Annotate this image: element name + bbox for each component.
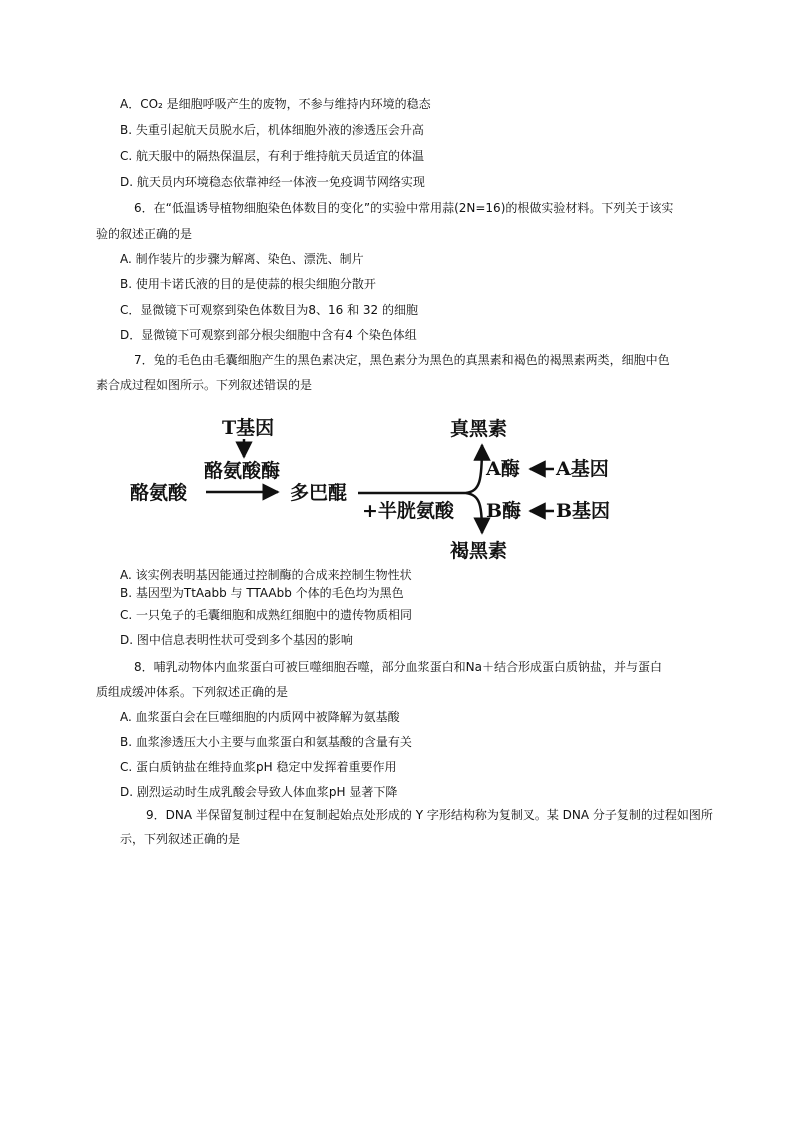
q6-stem-line1: 6．在“低温诱导植物细胞染色体数目的变化”的实验中常用蒜(2N=16)的根做实验材料。下列关于该实 [134, 201, 674, 215]
q9-stem-line1: 9．DNA 半保留复制过程中在复制起始点处形成的 Y 字形结构称为复制叉。某 DNA 分子复制的过程如图所 [146, 808, 713, 822]
q8-option-c: C. 蛋白质钠盐在维持血浆pH 稳定中发挥着重要作用 [120, 760, 397, 774]
branch-down-arrow [466, 493, 482, 533]
q7-option-b: B. 基因型为TtAabb 与 TTAAbb 个体的毛色均为黑色 [120, 586, 404, 600]
branch-up-arrow [466, 445, 482, 493]
q8-option-d: D. 剧烈运动时生成乳酸会导致人体血浆pH 显著下降 [120, 785, 398, 799]
q7-option-a: A. 该实例表明基因能通过控制酶的合成来控制生物性状 [120, 568, 412, 582]
t-gene-label: T基因 [222, 417, 275, 439]
q8-stem-line1: 8．哺乳动物体内血浆蛋白可被巨噬细胞吞噬，部分血浆蛋白和Na＋结合形成蛋白质钠盐，并与蛋白 [134, 660, 662, 674]
q7-option-d: D. 图中信息表明性状可受到多个基因的影响 [120, 633, 353, 647]
q5-option-d: D. 航天员内环境稳态依靠神经一体液一免疫调节网络实现 [120, 175, 425, 189]
eumelanin-label: 真黑素 [450, 418, 508, 440]
q7-stem-line1: 7．兔的毛色由毛囊细胞产生的黑色素决定，黑色素分为黑色的真黑素和褐色的褐黑素两类，细胞中色 [134, 353, 670, 367]
a-gene-label: A基因 [556, 458, 609, 480]
q6-stem-line2: 验的叙述正确的是 [96, 227, 193, 241]
q6-option-b: B. 使用卡诺氏液的目的是使蒜的根尖细胞分散开 [120, 277, 376, 291]
q6-option-c: C．显微镜下可观察到染色体数目为8、16 和 32 的细胞 [120, 303, 418, 317]
q7-stem-line2: 素合成过程如图所示。下列叙述错误的是 [96, 378, 313, 392]
dopaquinone-label: 多巴醌 [290, 482, 348, 504]
pheomelanin-label: 褐黑素 [450, 540, 508, 562]
q6-option-d: D．显微镜下可观察到部分根尖细胞中含有4 个染色体组 [120, 328, 417, 342]
a-enzyme-label: A酶 [486, 458, 520, 480]
tyrosinase-label: 酪氨酸酶 [204, 460, 281, 482]
melanin-pathway-diagram [120, 405, 640, 565]
q9-stem-line2: 示，下列叙述正确的是 [120, 832, 241, 846]
q5-option-c: C. 航天服中的隔热保温层，有利于维持航天员适宜的体温 [120, 149, 425, 163]
q5-option-a: A．CO₂ 是细胞呼吸产生的废物，不参与维持内环境的稳态 [120, 97, 431, 111]
q8-option-b: B. 血浆渗透压大小主要与血浆蛋白和氨基酸的含量有关 [120, 735, 412, 749]
q5-option-b: B. 失重引起航天员脱水后，机体细胞外液的渗透压会升高 [120, 123, 424, 137]
cysteine-label: +半胱氨酸 [362, 500, 454, 522]
q7-option-c: C. 一只兔子的毛囊细胞和成熟红细胞中的遗传物质相同 [120, 608, 413, 622]
b-enzyme-label: B酶 [486, 500, 522, 522]
q6-option-a: A. 制作装片的步骤为解离、染色、漂洗、制片 [120, 252, 364, 266]
b-gene-label: B基因 [556, 500, 611, 522]
q8-stem-line2: 质组成缓冲体系。下列叙述正确的是 [96, 685, 289, 699]
tyrosine-label: 酪氨酸 [130, 482, 188, 504]
q8-option-a: A. 血浆蛋白会在巨噬细胞的内质网中被降解为氨基酸 [120, 710, 400, 724]
